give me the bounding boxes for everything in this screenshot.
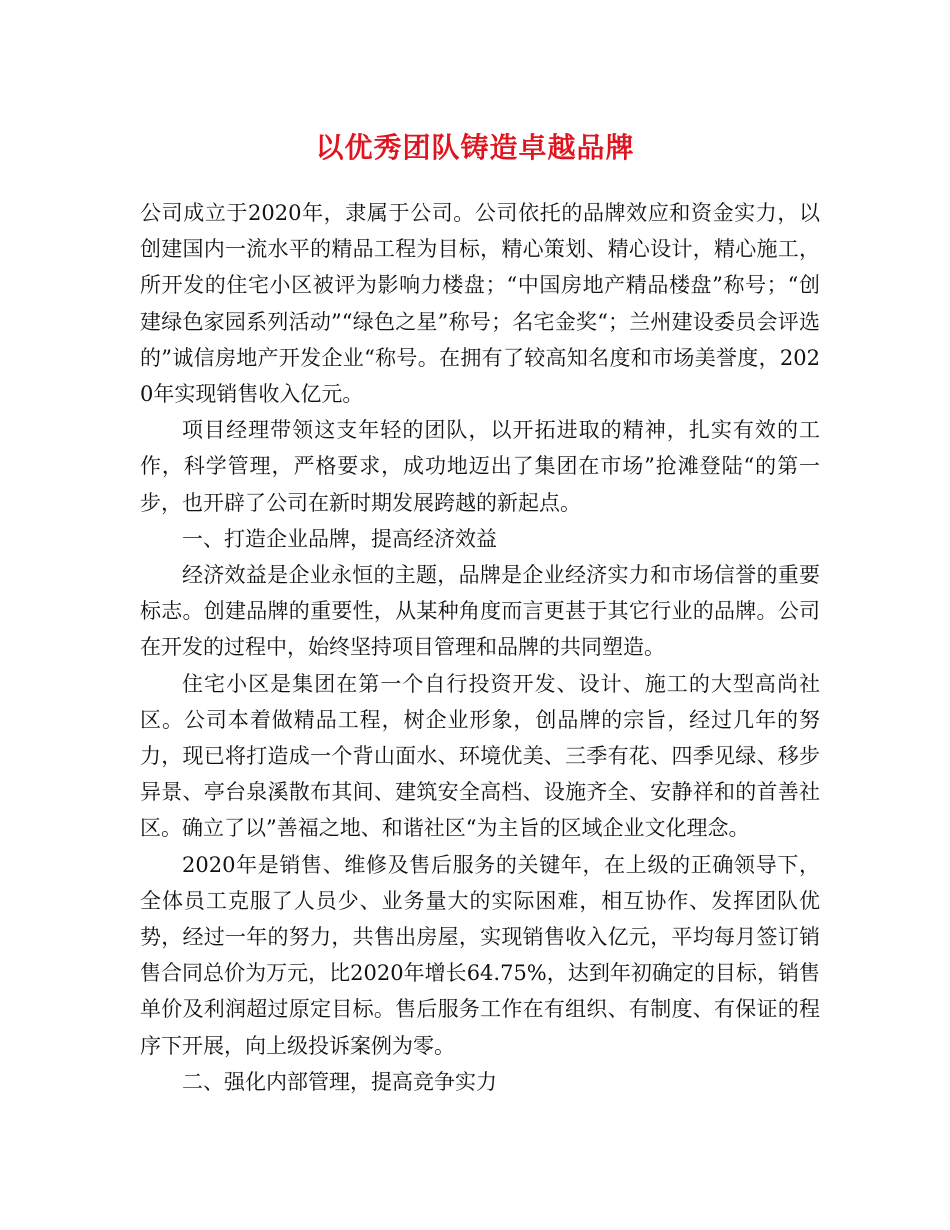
document-body xyxy=(140,195,820,1100)
paragraph: 住宅小区是集团在第一个自行投资开发、设计、施工的大型高尚社区。公司本着做精品工程，树企业形象，创品牌的宗旨，经过几年的努力，现已将打造成一个背山面水、环境优美、三季有花、四季见绿、移步异景、亭台泉溪散布其间、建筑安全高档、设施齐全、安静祥和的首善社区。确立了以”善福之地、和谐社区“为主旨的区域企业文化理念。 xyxy=(140,671,820,841)
paragraph: 2020年是销售、维修及售后服务的关键年，在上级的正确领导下，全体员工克服了人员少、业务量大的实际困难，相互协作、发挥团队优势，经过一年的努力，共售出房屋，实现销售收入亿元，平均每月签订销售合同总价为万元，比2020年增长64.75%，达到年初确定的目标，销售单价及利润超过原定目标。售后服务工作在有组织、有制度、有保证的程序下开展，向上级投诉案例为零。 xyxy=(140,852,820,1058)
paragraph: 公司成立于2020年，隶属于公司。公司依托的品牌效应和资金实力，以创建国内一流水平的精品工程为目标，精心策划、精心设计，精心施工，所开发的住宅小区被评为影响力楼盘；“中国房地产精品楼盘”称号；“创建绿色家园系列活动”“绿色之星”称号；名宅金奖“；兰州建设委员会评选的”诚信房地产开发企业“称号。在拥有了较高知名度和市场美誉度，2020年实现销售收入亿元。 xyxy=(140,201,820,407)
document-title: 以优秀团队铸造卓越品牌 xyxy=(315,131,635,164)
paragraph: 一、打造企业品牌，提高经济效益 xyxy=(182,526,497,551)
paragraph: 经济效益是企业永恒的主题，品牌是企业经济实力和市场信誉的重要标志。创建品牌的重要性，从某种角度而言更甚于其它行业的品牌。公司在开发的过程中，始终坚持项目管理和品牌的共同塑造。 xyxy=(140,563,820,660)
paragraph: 项目经理带领这支年轻的团队，以开拓进取的精神，扎实有效的工作，科学管理，严格要求，成功地迈出了集团在市场”抢滩登陆“的第一步，也开辟了公司在新时期发展跨越的新起点。 xyxy=(140,418,820,515)
paragraph: 二、强化内部管理，提高竞争实力 xyxy=(182,1069,497,1094)
